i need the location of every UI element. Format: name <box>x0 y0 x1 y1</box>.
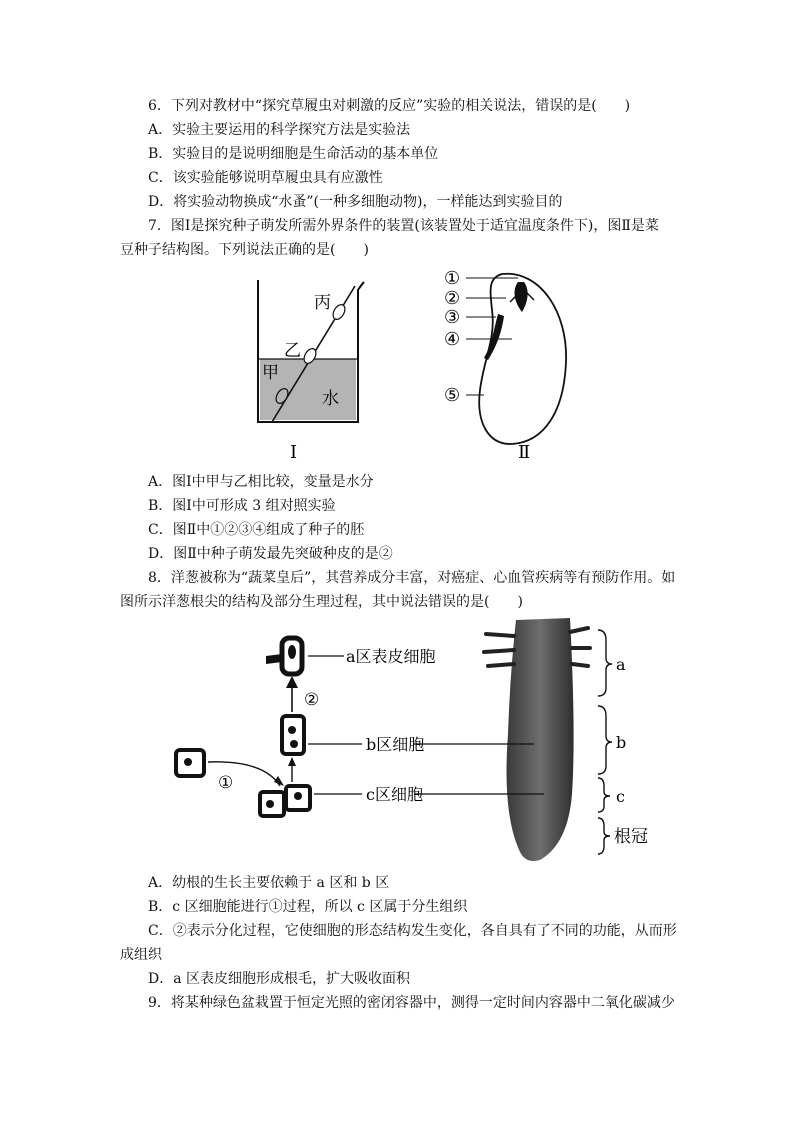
bracket-c <box>598 778 610 812</box>
q9-stem: 9．将某种绿色盆栽置于恒定光照的密闭容器中，测得一定时间内容器中二氧化碳减少 <box>148 995 675 1011</box>
q6-stem: 6．下列对教材中“探究草履虫对刺激的反应”实验的相关说法，错误的是( ) <box>148 98 631 114</box>
q6-option-d: D．将实验动物换成“水蚤”(一种多细胞动物)，一样能达到实验目的 <box>148 194 563 210</box>
arrow-2-head <box>286 676 298 688</box>
label-bing: 丙 <box>314 293 331 313</box>
cell-b <box>282 716 304 754</box>
bracket-root-cap <box>598 818 610 854</box>
label-1: ① <box>444 268 461 289</box>
root-tip-body <box>507 618 574 861</box>
figure-2-caption: Ⅱ <box>518 442 531 463</box>
cell-dividing <box>176 750 204 776</box>
zone-label-b: b <box>616 733 627 752</box>
q8-option-c-line2: 成组织 <box>120 947 162 963</box>
cell-a-epidermis <box>266 638 302 674</box>
label-5: ⑤ <box>444 385 461 406</box>
label-yi: 乙 <box>284 341 301 361</box>
bracket-b <box>598 706 612 774</box>
figure-2-seed <box>440 262 580 464</box>
label-3: ③ <box>444 307 461 328</box>
bracket-a <box>598 630 612 696</box>
q8-option-b: B．c 区细胞能进行①过程，所以 c 区属于分生组织 <box>148 899 468 915</box>
arrow-c-to-b-head <box>288 757 296 766</box>
label-proc-2: ② <box>304 690 320 710</box>
label-water: 水 <box>322 389 339 409</box>
figure-1-caption: Ⅰ <box>290 442 298 463</box>
q7-stem-line2: 豆种子结构图。下列说法正确的是( ) <box>120 242 369 258</box>
q8-stem-line1: 8．洋葱被称为“蔬菜皇后”，其营养成分丰富，对癌症、心血管疾病等有预防作用。如 <box>148 570 676 586</box>
q7-option-c: C．图Ⅱ中①②③④组成了种子的胚 <box>148 522 365 538</box>
label-a-cell: a区表皮细胞 <box>346 647 436 666</box>
q8-option-a: A．幼根的生长主要依赖于 a 区和 b 区 <box>148 875 390 891</box>
zone-label-root-cap: 根冠 <box>614 827 648 847</box>
label-c-cell: c区细胞 <box>366 785 423 804</box>
label-4: ④ <box>444 329 461 350</box>
q6-option-a: A．实验主要运用的科学探究方法是实验法 <box>148 122 411 138</box>
figure-root-tip <box>168 614 668 866</box>
label-jia: 甲 <box>262 363 279 383</box>
q7-option-a: A．图Ⅰ中甲与乙相比较，变量是水分 <box>148 474 374 490</box>
seed-bing <box>331 303 348 322</box>
q8-stem-line2: 图所示洋葱根尖的结构及部分生理过程，其中说法错误的是( ) <box>120 594 523 610</box>
label-proc-1: ① <box>218 773 234 793</box>
zone-label-c: c <box>616 787 625 806</box>
q7-option-b: B．图Ⅰ中可形成 3 组对照实验 <box>148 498 336 514</box>
q6-option-b: B．实验目的是说明细胞是生命活动的基本单位 <box>148 146 439 162</box>
q7-stem-line1: 7．图Ⅰ是探究种子萌发所需外界条件的装置(该装置处于适宜温度条件下)，图Ⅱ是菜 <box>148 218 659 234</box>
label-b-cell: b区细胞 <box>366 735 425 754</box>
zone-label-a: a <box>616 655 626 674</box>
q8-option-c-line1: C．②表示分化过程，它使细胞的形态结构发生变化，各自具有了不同的功能，从而形 <box>148 923 677 939</box>
figure-1-beaker <box>250 272 370 464</box>
q7-option-d: D．图Ⅱ中种子萌发最先突破种皮的是② <box>148 546 393 562</box>
cell-c-pair <box>260 786 310 816</box>
label-2: ② <box>444 288 461 309</box>
q8-option-d: D．a 区表皮细胞形成根毛，扩大吸收面积 <box>148 971 411 987</box>
q6-option-c: C．该实验能够说明草履虫具有应激性 <box>148 170 383 186</box>
